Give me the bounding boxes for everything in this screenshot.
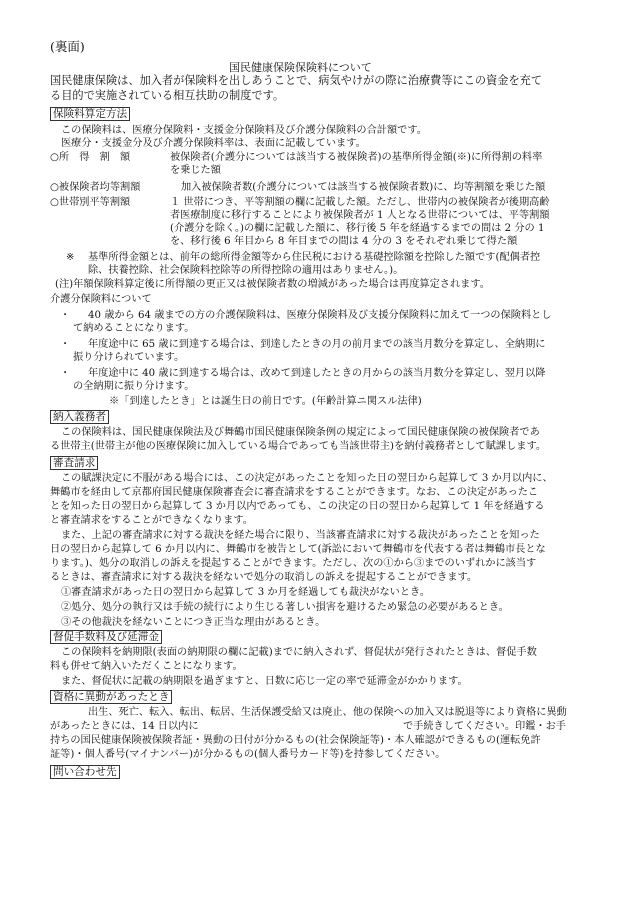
kaigo-bullet: 年度途中に 40 歳に到達する場合は、改めて到達したときの月からの該当月数分を算定し、翌月以降: [88, 368, 546, 379]
kaigo-bullet: 年度途中に 65 歳に到達する場合は、到達したときの月の前月までの該当月数分を算定し、全納期に: [88, 339, 546, 350]
section-heading-change: 資格に異動があったとき: [50, 690, 172, 704]
section-heading-kaigo: 介護分保険料について: [50, 294, 152, 305]
item-text-household: 者医療制度に移行することにより被保険者が 1 人となる世帯については、平等割額: [170, 210, 550, 221]
bullet-mark: ・: [60, 368, 71, 379]
calc-note: 除、扶養控除、社会保険料控除等の所得控除の適用はありません。)。: [88, 265, 404, 276]
change-text: 証等)・個人番号(マイナンバー)が分かるもの(個人番号カード等)を持参してください。: [50, 749, 446, 760]
review-text: 舞鶴市を経由して京都府国民健康保険審査会に審査請求をすることができます。なお、この決定があったこ: [50, 487, 539, 498]
review-text: とを知った日の翌日から起算して 3 か月以内であっても、この決定の日の翌日から起算して 1 年を経過する: [50, 501, 545, 512]
review-text: この賦課決定に不服がある場合には、この決定があったことを知った日の翌日から起算して 3 か月以内に、: [61, 473, 553, 484]
item-text-household: を、移行後 6 年目から 8 年目までの間は 4 分の 3 をそれぞれ乗じて得た額: [170, 236, 518, 247]
calc-note: 基準所得金額とは、前年の総所得金額等から住民税における基礎控除額を控除した額です(配偶者控: [88, 252, 541, 263]
item-label-percapita: ○被保険者均等割額: [50, 182, 141, 193]
arrears-text: この保険料を納期限(表面の納期限の欄に記載)までに納入されず、督促状が発行されたときは、督促手数: [61, 647, 537, 658]
item-label-income: ○所 得 割 額: [50, 152, 131, 163]
calc-note-2: (注)年額保険料算定後に所得額の更正又は被保険者数の増減があった場合は再度算定されます。: [55, 279, 490, 290]
review-item: ②処分、処分の執行又は手続の続行により生じる著しい損害を避けるため緊急の必要があるとき。: [61, 602, 509, 613]
item-text-percapita: 加入被保険者数(介護分については該当する被保険者数)に、均等割額を乗じた額: [181, 182, 546, 193]
item-text-household: １ 世帯につき、平等割額の欄に記載した額。ただし、世帯内の被保険者が後期高齢: [170, 197, 550, 208]
item-text-household: (介護分を除く。)の欄に記載した額に、移行後 5 年を経過するまでの間は 2 分の 1: [170, 223, 545, 234]
kaigo-bullet: 40 歳から 64 歳までの方の介護保険料は、医療分保険料及び支援分保険料に加えて一つの保険料とし: [88, 310, 552, 321]
review-text: また、上記の審査請求に対する裁決を経た場合に限り、当該審査請求に対する裁決があったことを知った: [61, 530, 540, 541]
section-heading-obligor: 納入義務者: [50, 410, 109, 424]
change-text: があったときには、14 日以内に: [50, 721, 199, 732]
review-item: ③その他裁決を経ないことにつき正当な理由があるとき。: [61, 617, 326, 628]
kaigo-bullet: て納めることになります。: [73, 323, 195, 334]
section-heading-calc: 保険料算定方法: [50, 107, 130, 121]
review-text: 日の翌日から起算して 6 か月以内に、舞鶴市を被告として(訴訟において舞鶴市を代表する者は舞鶴市長とな: [50, 544, 546, 555]
change-text: 出生、死亡、転入、転出、転居、生活保護受給又は廃止、他の保険への加入又は脱退等により資格に異動: [88, 707, 567, 718]
change-text: 持ちの国民健康保険被保険者証・異動の日付が分かるもの(社会保険証等)・本人確認ができるもの(運転免許: [50, 735, 541, 746]
section-heading-arrears: 督促手数料及び延滞金: [50, 630, 162, 644]
side-label: (裏面): [50, 39, 85, 54]
item-label-household: ○世帯別平等割額: [50, 197, 131, 208]
intro-line: 国民健康保険は、加入者が保険料を出しあうことで、病気やけがの際に治療費等にこの資金を充て: [50, 74, 543, 87]
calc-line: この保険料は、医療分保険料・支援金分保険料及び介護分保険料の合計額です。: [61, 125, 427, 136]
calc-line: 医療分・支援金分及び介護分保険料率は、表面に記載しています。: [61, 138, 366, 149]
change-text: で手続きしてください。印鑑・お手: [403, 721, 566, 732]
bullet-mark: ・: [60, 339, 71, 350]
kaigo-note: ※「到達したとき」とは誕生日の前日です。(年齢計算ニ関スル法律): [109, 396, 422, 407]
obligor-text: この保険料は、国民健康保険法及び舞鶴市国民健康保険条例の規定によって国民健康保険の被保険者であ: [61, 427, 540, 438]
review-text: るときは、審査請求に対する裁決を経ないで処分の取消しの訴えを提起することができます。: [50, 572, 478, 583]
item-text-income: 被保険者(介護分については該当する被保険者)の基準所得金額(※)に所得割の料率: [170, 152, 543, 163]
bullet-mark: ・: [60, 310, 71, 321]
item-text-income: を乗じた額: [170, 165, 221, 176]
review-item: ①審査請求があった日の翌日から起算して 3 か月を経過しても裁決がないとき。: [61, 587, 431, 598]
kaigo-bullet: 振り分けられています。: [73, 352, 185, 363]
section-heading-review: 審査請求: [50, 456, 98, 470]
intro-line: る目的で実施されている相互扶助の制度です。: [50, 89, 285, 102]
note-mark: ※: [66, 252, 75, 263]
obligor-text: る世帯主(世帯主が他の医療保険に加入している場合であっても当該世帯主)を納付義務者として賦課します。: [50, 441, 547, 452]
section-heading-contact: 問い合わせ先: [50, 765, 120, 779]
arrears-text: また、督促状に記載の納期限を過ぎますと、日数に応じ一定の率で延滞金がかかります。: [61, 676, 468, 687]
arrears-text: 料も併せて納入いただくことになります。: [50, 661, 243, 672]
review-text: と審査請求をすることができなくなります。: [50, 515, 253, 526]
page-title: 国民健康保険保険料について: [229, 61, 372, 74]
review-text: ります。)、処分の取消しの訴えを提起することができます。ただし、次の①から③までのいずれかに該当す: [50, 558, 537, 569]
kaigo-bullet: の全納期に振り分けます。: [73, 381, 195, 392]
